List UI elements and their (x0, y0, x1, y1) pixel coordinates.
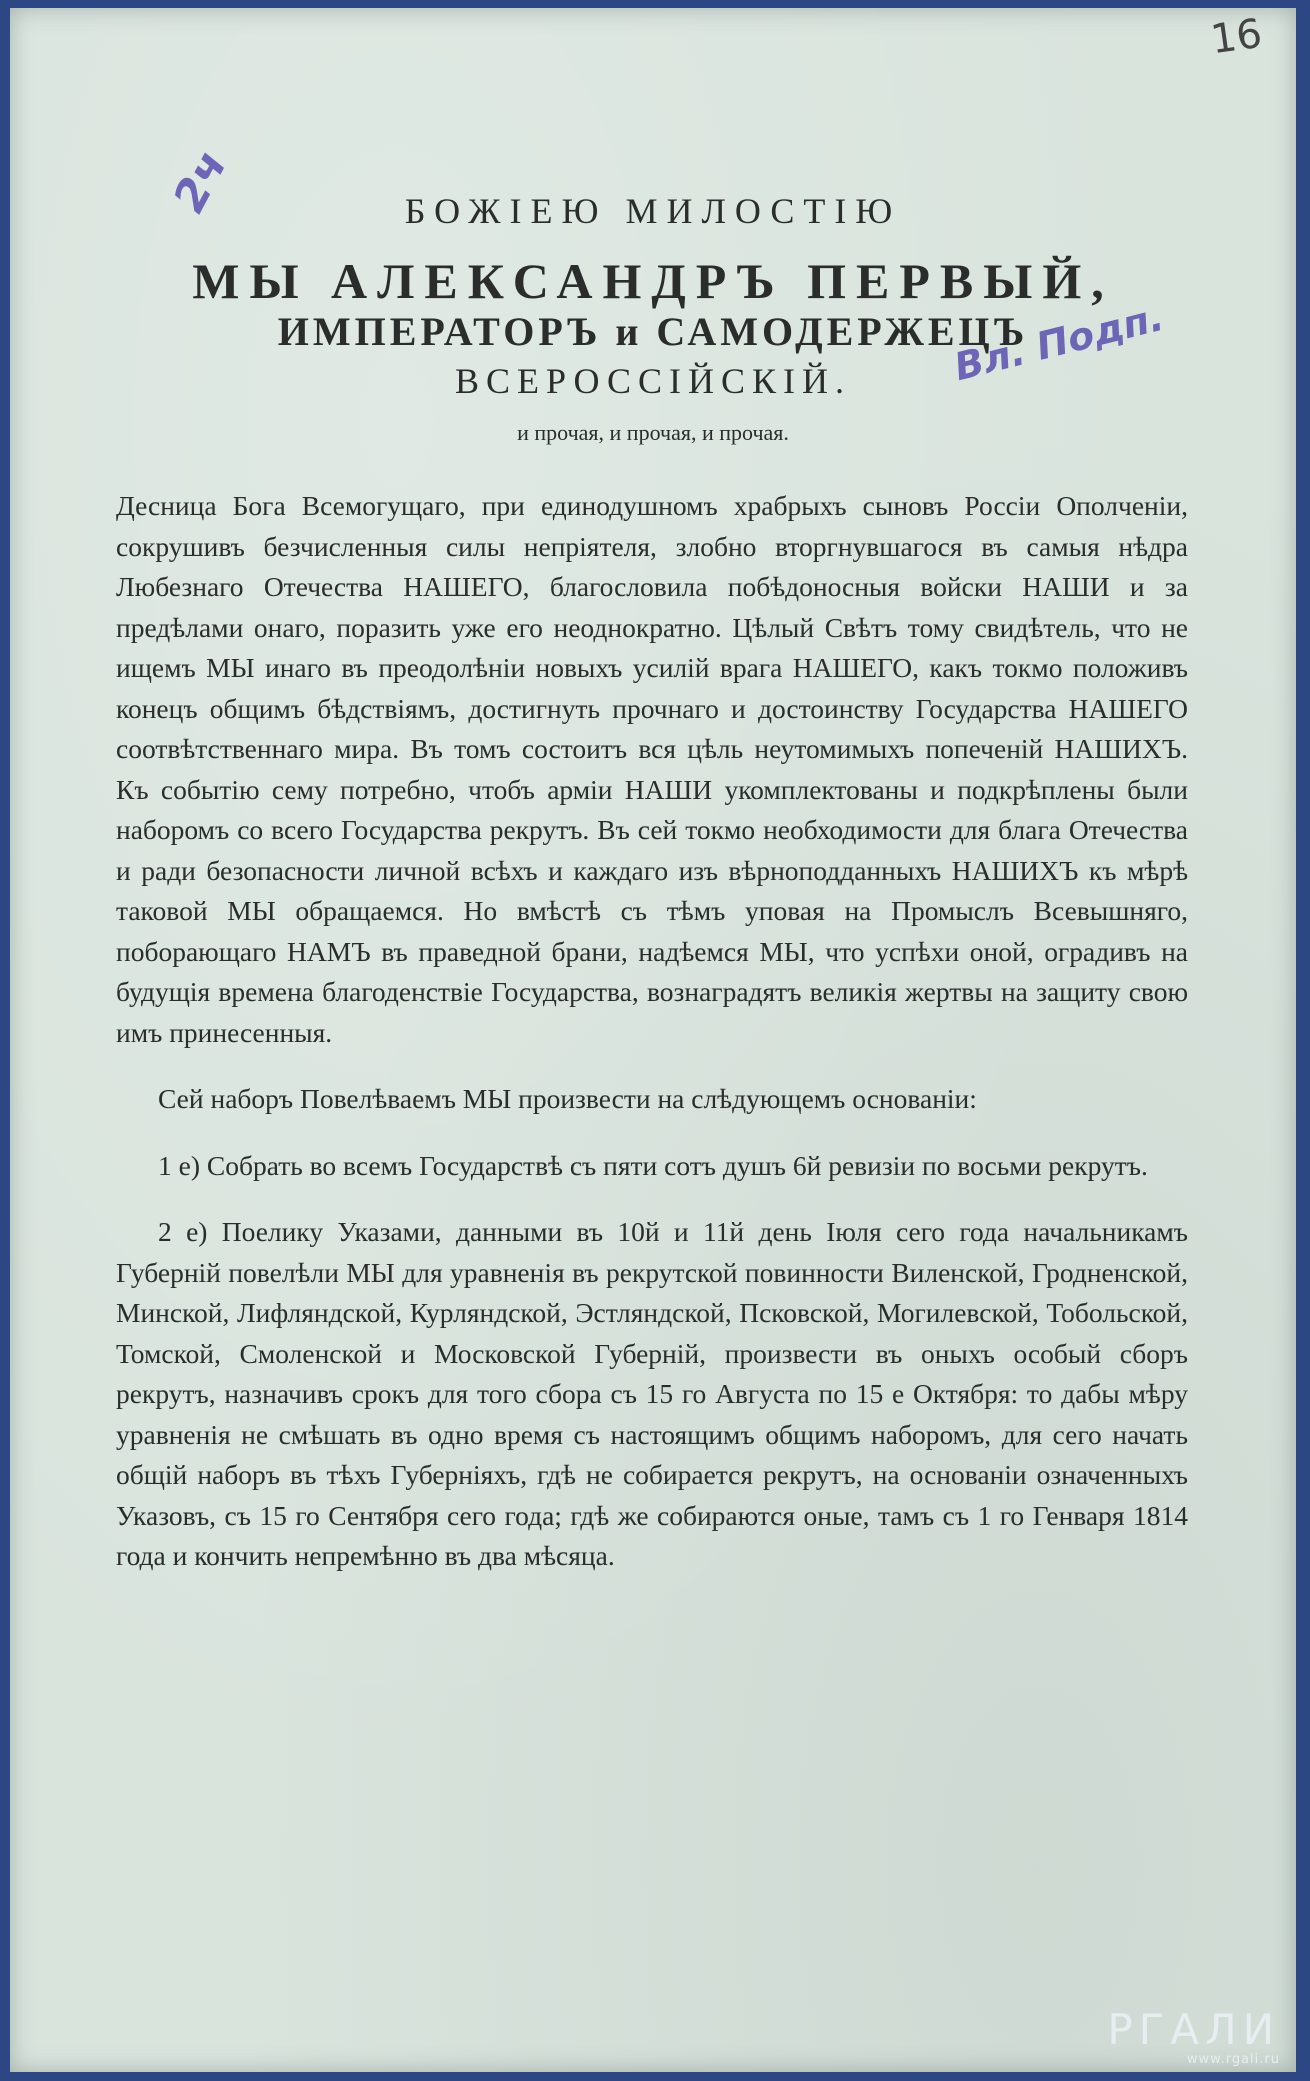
paragraph-1: Десница Бога Всемогущаго, при единодушномъ храбрыхъ сыновъ Россіи Ополченіи, сокрушивъ безчисленныя силы непріятеля, злобно вторгнувшагося въ самыя нѣдра Любезнаго Отечества НАШЕГО, благословила побѣдоносныя войски НАШИ и за предѣлами онаго, поразить уже его неоднократно. Цѣлый Свѣтъ тому свидѣтель, что не ищемъ МЫ инаго въ преодолѣніи новыхъ усилій врага НАШЕГО, какъ токмо положивъ конецъ общимъ бѣдствіямъ, достигнуть прочнаго и достоинству Государства НАШЕГО соотвѣтственнаго мира. Въ томъ состоитъ вся цѣль неутомимыхъ попеченій НАШИХЪ. Къ событію сему потребно, чтобъ арміи НАШИ укомплектованы и подкрѣплены были наборомъ со всего Государства рекрутъ. Въ сей токмо необходимости для блага Отечества и ради безопасности личной всѣхъ и каждаго изъ вѣрноподданныхъ НАШИХЪ къ мѣрѣ таковой МЫ обращаемся. Но вмѣстѣ съ тѣмъ уповая на Промыслъ Всевышняго, поборающаго НАМЪ въ праведной брани, надѣемся МЫ, что успѣхи оной, оградивъ на будущія времена благоденствіе Государства, вознаградятъ великія жертвы на защиту свою имъ принесенныя. (116, 490, 1188, 1048)
page-number: 16 (1208, 10, 1265, 64)
archive-stamp-right: Вл. Подп. (949, 294, 1168, 390)
heading-line-5: и прочая, и прочая, и прочая. (517, 420, 789, 445)
archive-stamp-left: 2ч (163, 142, 238, 221)
manifesto-body (116, 486, 1188, 1603)
watermark-name: РГАЛИ (1107, 2005, 1280, 2054)
heading-line-2: МЫ АЛЕКСАНДРЪ ПЕРВЫЙ, (192, 253, 1114, 309)
paragraph-2: Сей наборъ Повелѣваемъ МЫ произвести на слѣдующемъ основаніи: (158, 1083, 977, 1114)
heading-line-4: ВСЕРОССІЙСКІЙ. (455, 361, 851, 401)
heading-line-1: БОЖІЕЮ МИЛОСТІЮ (404, 191, 902, 231)
document-page (10, 8, 1296, 2072)
paragraph-3: 1 е) Собрать во всемъ Государствѣ съ пяти сотъ душъ 6й ревизіи по восьми рекрутъ. (158, 1149, 1148, 1181)
paragraph-4: 2 е) Поелику Указами, данными въ 10й и 11й день Іюля сего года начальникамъ Губерній повелѣли МЫ для уравненія въ рекрутской повинности Виленской, Гродненской, Минской, Лифляндской, Курляндской, Эстляндской, Псковской, Могилевской, Тобольской, Томской, Смоленской и Московской Губерній, произвести въ оныхъ особый сборъ рекрутъ, назначивъ срокъ для того сбора съ 15 го Августа по 15 е Октября: то дабы мѣру уравненія не смѣшать въ одно время съ настоящимъ общимъ наборомъ, для сего начать общій наборъ въ тѣхъ Губерніяхъ, гдѣ не собирается рекрутъ, на основаніи означенныхъ Указовъ, съ 15 го Сентября сего года; гдѣ же собираются оные, тамъ съ 1 го Генваря 1814 года и кончить непремѣнно въ два мѣсяца. (116, 1216, 1188, 1571)
watermark-site: www.rgali.ru (1186, 2052, 1280, 2067)
archive-watermark (1107, 2005, 1280, 2067)
heading-line-3: ИМПЕРАТОРЪ и САМОДЕРЖЕЦЪ (277, 309, 1029, 354)
